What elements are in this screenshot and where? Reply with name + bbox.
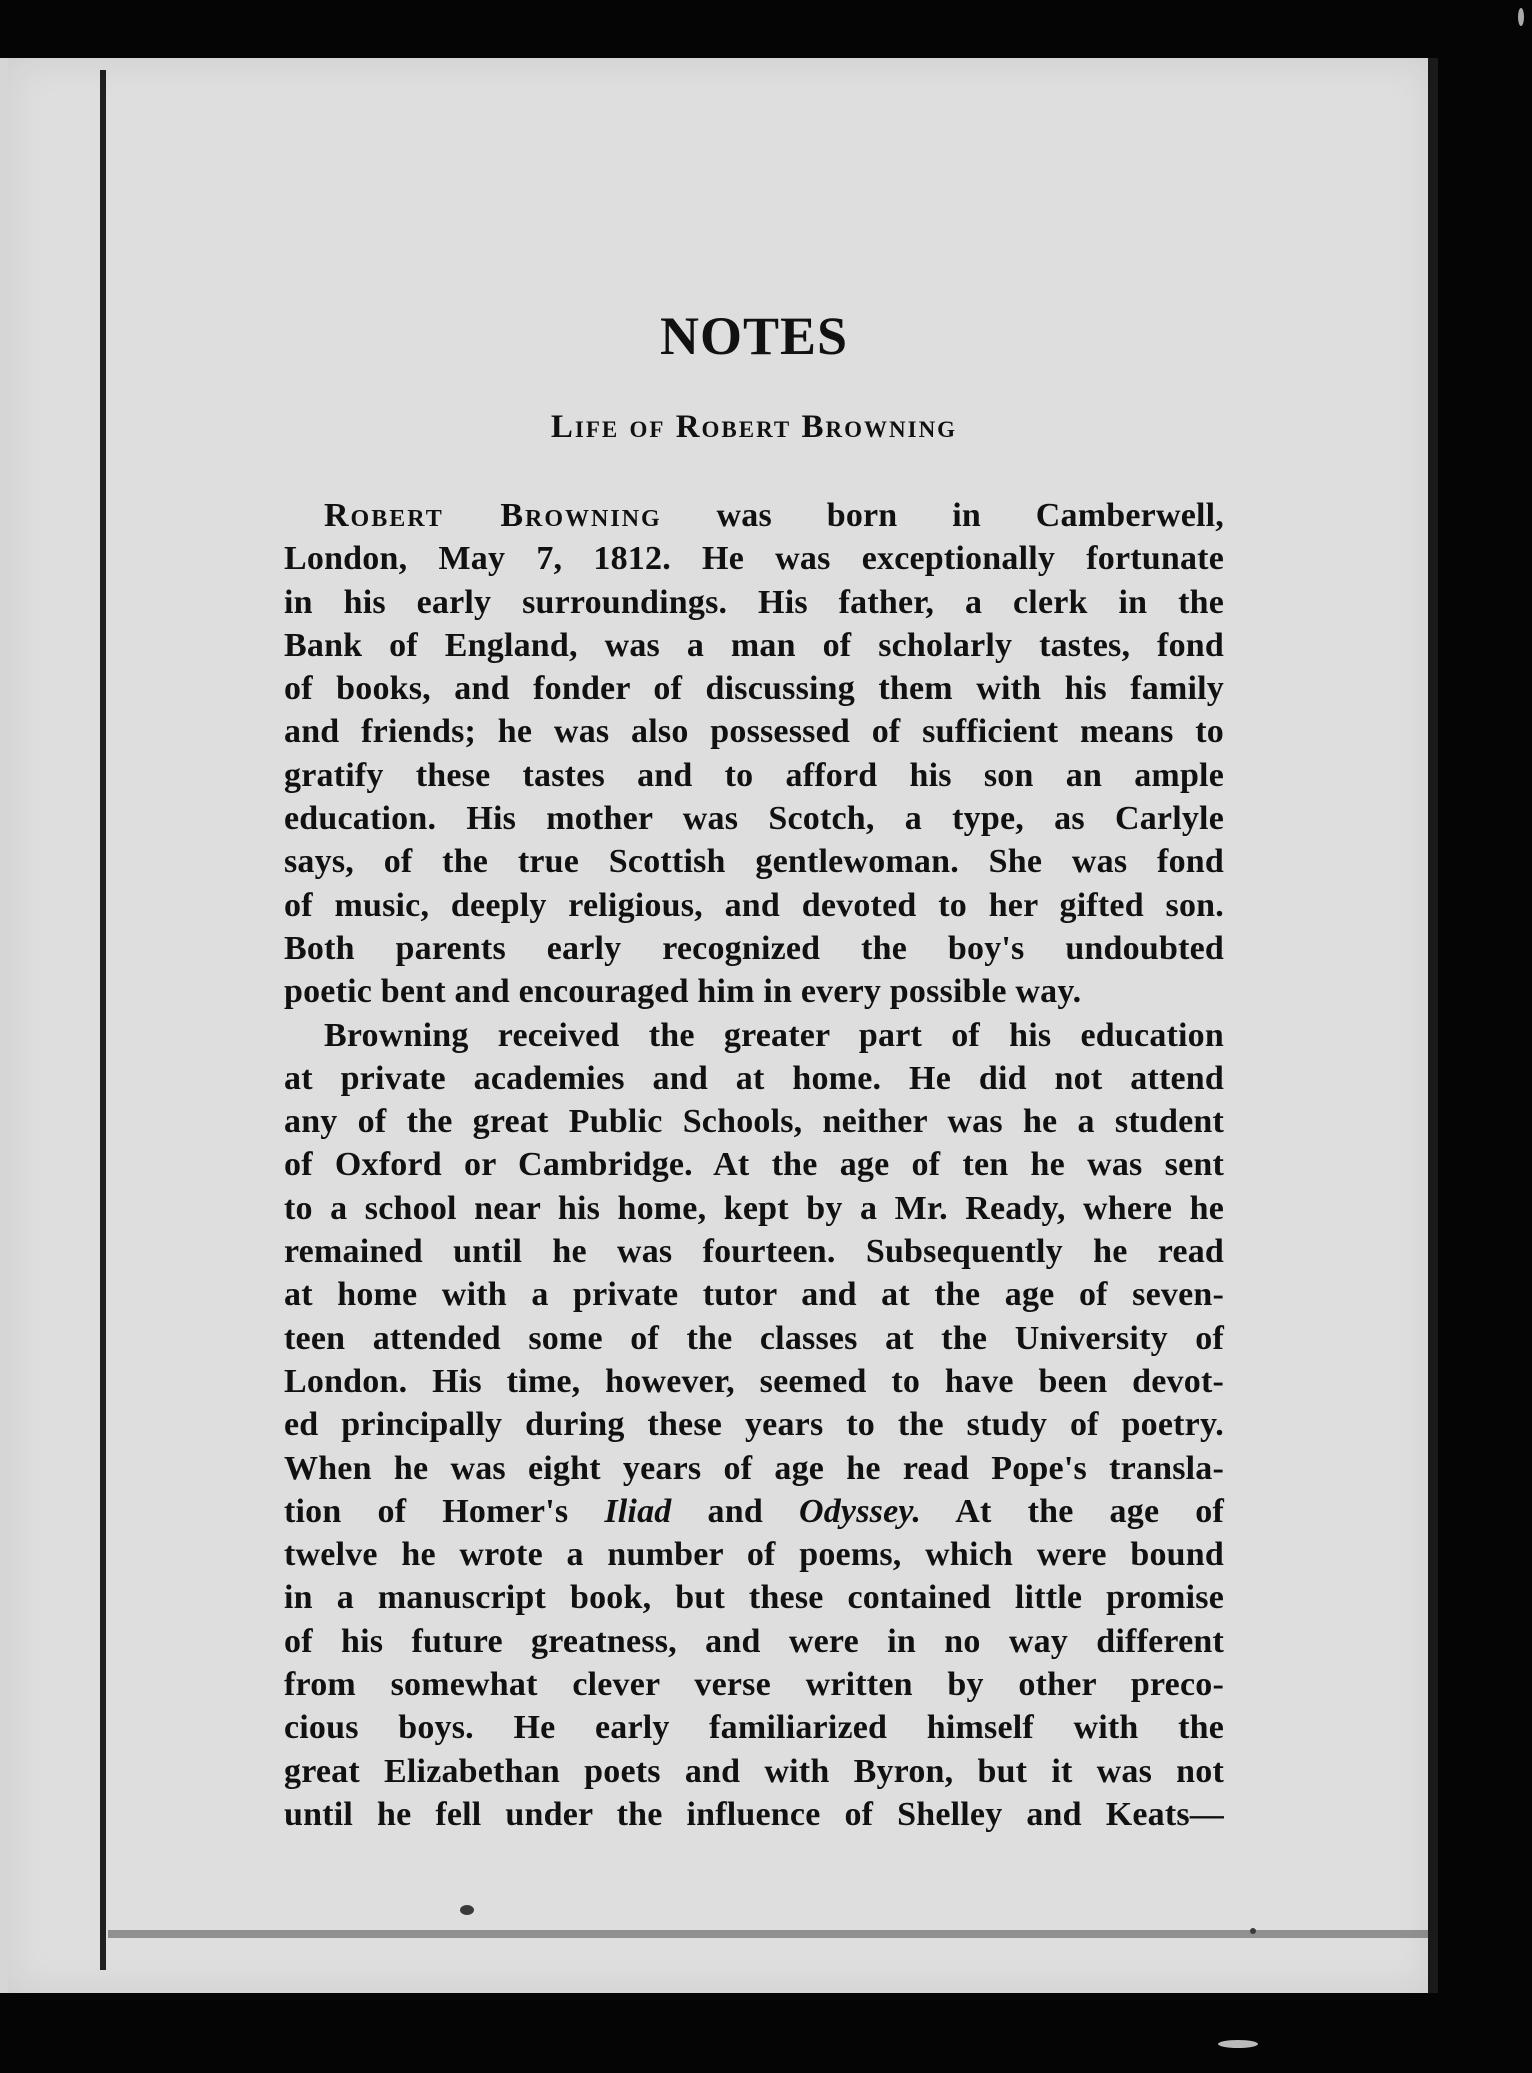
text-line: great Elizabethan poets and with Byron, but it was not	[284, 1752, 1224, 1790]
text-line: in his early surroundings. His father, a clerk in the	[284, 583, 1224, 621]
lead-name: Robert Browning	[324, 497, 662, 534]
text-line: cious boys. He early familiarized himself with the	[284, 1709, 1224, 1747]
text-line: and friends; he was also possessed of sufficient means to	[284, 713, 1224, 751]
text-line: from somewhat clever verse written by other preco-	[284, 1666, 1224, 1704]
text-line: tion of Homer's Iliad and Odyssey. At the age of	[284, 1492, 1224, 1530]
text-line: poetic bent and encouraged him in every possible way.	[284, 973, 1082, 1011]
text-line: of his future greatness, and were in no way different	[284, 1622, 1224, 1660]
text-line: at private academies and at home. He did not attend	[284, 1059, 1224, 1097]
text-line: of music, deeply religious, and devoted to her gifted son.	[284, 886, 1224, 924]
text-line: gratify these tastes and to afford his son an ample	[284, 756, 1224, 794]
book-spine	[100, 70, 106, 1970]
ink-speck	[1218, 2040, 1258, 2048]
text-line: of Oxford or Cambridge. At the age of ten he was sent	[284, 1146, 1224, 1184]
text-line: any of the great Public Schools, neither was he a student	[284, 1103, 1224, 1141]
text-line: remained until he was fourteen. Subsequently he read	[284, 1233, 1224, 1271]
text-line: of books, and fonder of discussing them with his family	[284, 670, 1224, 708]
text-line: Both parents early recognized the boy's undoubted	[284, 929, 1224, 967]
text-line: London. His time, however, seemed to have been devot-	[284, 1362, 1224, 1400]
odyssey-title: Odyssey.	[798, 1492, 922, 1530]
ink-speck	[460, 1905, 474, 1915]
text-line: ed principally during these years to the study of poetry.	[284, 1406, 1224, 1444]
text-line: at home with a private tutor and at the age of seven-	[284, 1276, 1224, 1314]
text-line: London, May 7, 1812. He was exceptionally fortunate	[284, 540, 1224, 578]
text-line: Robert Browning was born in Camberwell,	[324, 497, 1224, 534]
iliad-title: Iliad	[604, 1492, 672, 1530]
notes-text	[284, 305, 1224, 1836]
text-line: Browning received the greater part of his education	[324, 1016, 1224, 1054]
text-line: until he fell under the influence of Shelley and Keats—	[284, 1795, 1224, 1833]
text-line: education. His mother was Scotch, a type, as Carlyle	[284, 800, 1224, 838]
text-line: Bank of England, was a man of scholarly tastes, fond	[284, 626, 1224, 664]
page-bottom-edge	[108, 1930, 1428, 1938]
text-line: to a school near his home, kept by a Mr. Ready, where he	[284, 1189, 1224, 1227]
ink-speck	[1250, 1928, 1256, 1934]
text-line: says, of the true Scottish gentlewoman. She was fond	[284, 843, 1224, 881]
ink-speck	[1518, 8, 1524, 26]
section-title: Life of Robert Browning	[550, 409, 958, 445]
text-line: in a manuscript book, but these contained little promise	[284, 1579, 1224, 1617]
text-line: teen attended some of the classes at the University of	[284, 1319, 1224, 1357]
text-line: When he was eight years of age he read Pope's transla-	[284, 1449, 1224, 1487]
page-title: NOTES	[659, 306, 849, 366]
page-edge	[1428, 58, 1438, 1993]
text-line: twelve he wrote a number of poems, which were bound	[284, 1536, 1224, 1574]
